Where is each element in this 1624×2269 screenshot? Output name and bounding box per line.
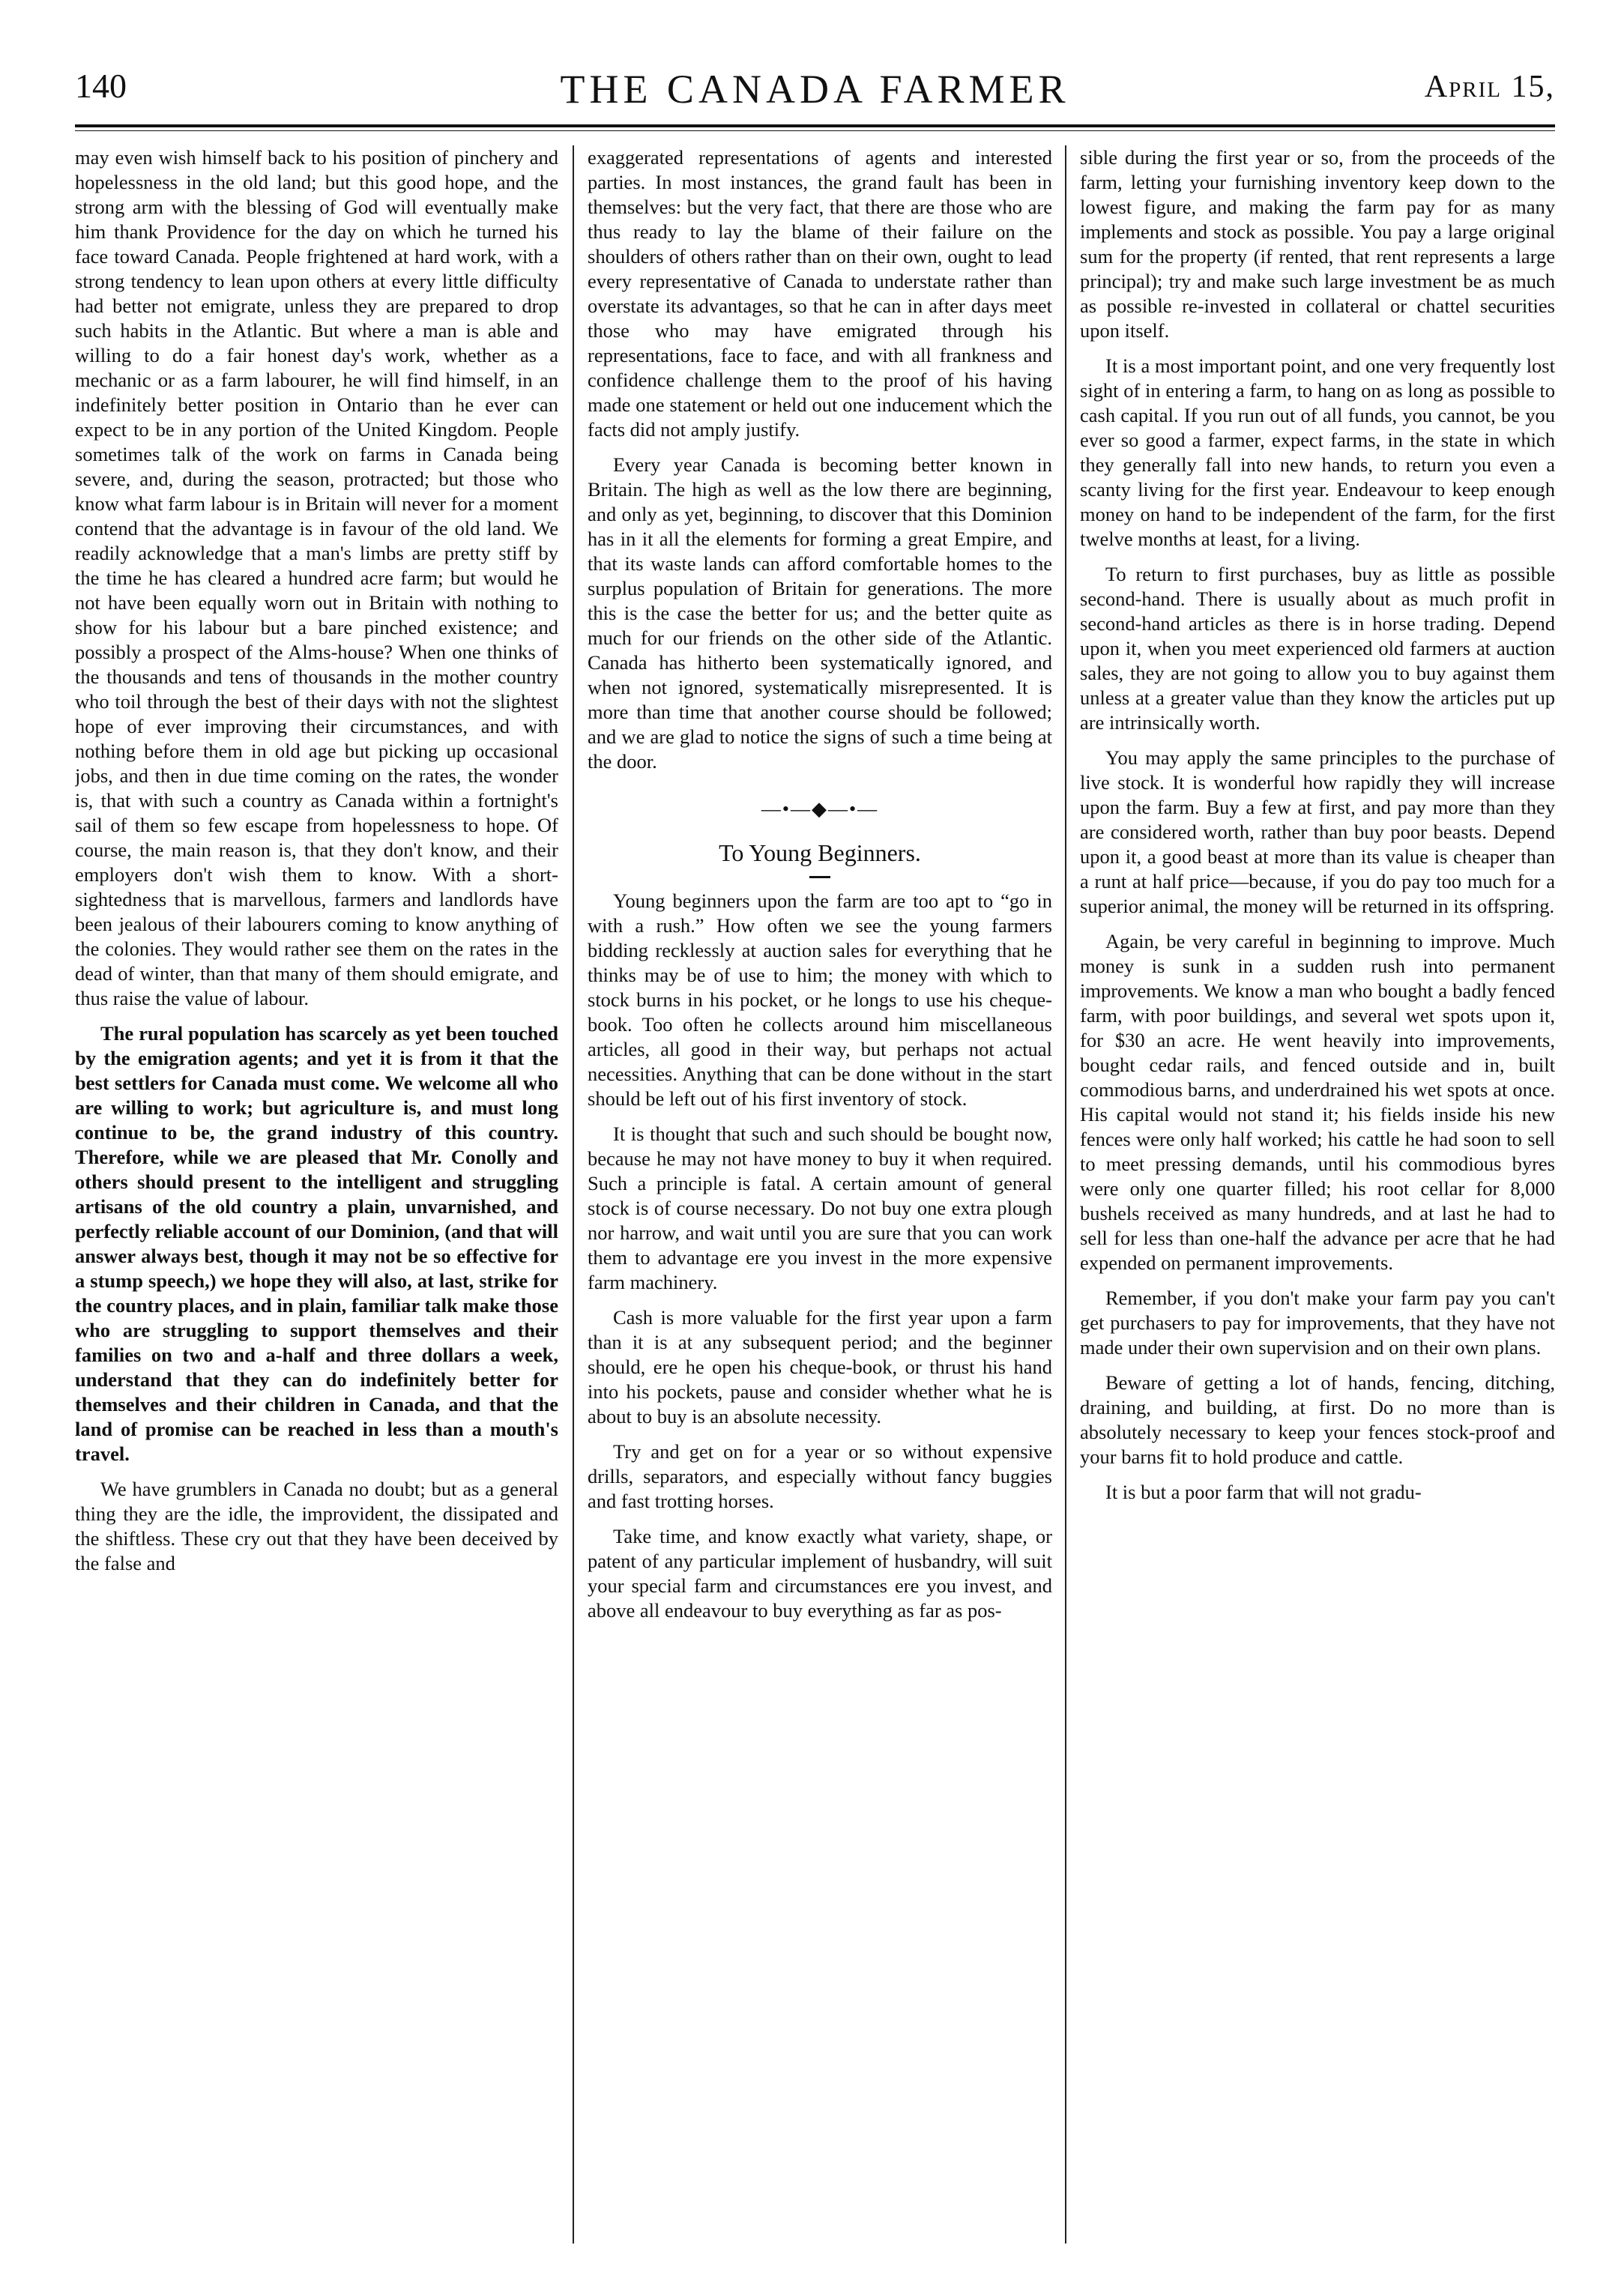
page-number: 140 xyxy=(75,67,127,105)
column-divider-1 xyxy=(573,145,574,2244)
col3-paragraph-1: sible during the first year or so, from the proceeds of the farm, letting your furnishing inventory keep down to the lowest figure, and making the farm pay for as many implements and stock as possible. You pay a large original sum for the property (if rented, that rent represents a large principal); try and make such large investment be as much as possible re-invested in collateral or chattel securities upon itself. xyxy=(1080,146,1555,342)
column-divider-2 xyxy=(1065,145,1066,2244)
col2-paragraph-7: Take time, and know exactly what variety, shape, or patent of any particular implement of husbandry, will suit your special farm and circumstances ere you invest, and above all endeavour to buy everything as far as pos- xyxy=(588,1525,1052,1622)
header-rule-thin xyxy=(75,130,1555,131)
section-separator-ornament: —•—◆—•— xyxy=(761,798,879,820)
issue-date: April 15, xyxy=(1424,70,1555,104)
col3-paragraph-2: It is a most important point, and one very frequently lost sight of in entering a farm, to hang on as long as possible to cash capital. If you run out of all funds, you cannot, be you ever so good a farmer, expect farms, in the state in which they generally fall into new hands, to return you even a scanty living for the first year. Endeavour to keep enough money on hand to be independent of the farm, for the first twelve months at least, for a living. xyxy=(1080,354,1555,550)
col3-paragraph-4: You may apply the same principles to the purchase of live stock. It is wonderful how rapidly they will increase upon the farm. Buy a few at first, and pay more than they are considered worth, rather than buy poor beasts. Depend upon it, a good beast at more than its value is cheaper than a runt at half price—because, if you do pay too much for a superior animal, the money will be returned in its offspring. xyxy=(1080,746,1555,917)
col1-paragraph-3: We have grumblers in Canada no doubt; but as a general thing they are the idle, the improvident, the dissipated and the shiftless. These cry out that they have been deceived by the false and xyxy=(75,1478,558,1574)
col2-paragraph-3: Young beginners upon the farm are too apt to “go in with a rush.” How often we see the young farmers bidding recklessly at auction sales for everything that he thinks may be of use to him; the money with which to stock burns in his pocket, or he longs to use his cheque-book. Too often he collects around him miscellaneous articles, all good in their way, but perhaps not actual necessities. Anything that can be done without in the start should be left out of his first inventory of stock. xyxy=(588,889,1052,1110)
col3-paragraph-3: To return to first purchases, buy as little as possible second-hand. There is usually about as much profit in second-hand articles as there is in horse trading. Depend upon it, when you meet experienced old farmers at auction sales, they are not going to allow you to buy against them unless at a greater value than they know the articles put up are intrinsically worth. xyxy=(1080,563,1555,734)
col2-paragraph-5: Cash is more valuable for the first year upon a farm than it is at any subsequent period; and the beginner should, ere he open his cheque-book, or thrust his hand into his pockets, pause and consider whether what he is about to buy is an absolute necessity. xyxy=(588,1306,1052,1427)
col1-paragraph-2: The rural population has scarcely as yet been touched by the emigration agents; and yet it is from it that the best settlers for Canada must come. We welcome all who are willing to work; but agriculture is, and must long continue to be, the grand industry of this country. Therefore, while we are pleased that Mr. Conolly and others should present to the intelligent and struggling artisans of the old country a plain, unvarnished, and perfectly reliable account of our Dominion, (and that will answer always best, though it may not be so effective for a stump speech,) we hope they will also, at last, strike for the country places, and in plain, familiar talk make those who are struggling to support themselves and their families on two and a-half and three dollars a week, understand that they can do indefinitely better for themselves and their children in Canada, and that the land of promise can be reached in less than a mouth's travel. xyxy=(75,1022,558,1465)
col2-paragraph-4: It is thought that such and such should be bought now, because he may not have money to buy it when required. Such a principle is fatal. A certain amount of general stock is of course necessary. Do not buy one extra plough nor harrow, and wait until you are sure that you can work them to advantage ere you invest in the more expensive farm machinery. xyxy=(588,1123,1052,1293)
header-rule-thick xyxy=(75,124,1555,127)
col3-paragraph-7: Beware of getting a lot of hands, fencing, ditching, draining, and building, at first. Do no more than is absolutely necessary to keep your fences stock-proof and your barns fit to hold produce and cattle. xyxy=(1080,1371,1555,1468)
col2-paragraph-2: Every year Canada is becoming better known in Britain. The high as well as the low there are beginning, and only as yet, beginning, to discover that this Dominion has in it all the elements for forming a great Empire, and that its waste lands can afford comfortable homes to the surplus population of Britain for generations. The more this is the case the better for us; and the better quite as much for our friends on the other side of the Atlantic. Canada has hitherto been systematically ignored, and when not ignored, systematically misrepresented. It is more than time that another course should be followed; and we are glad to notice the signs of such a time being at the door. xyxy=(588,453,1052,773)
column-2 xyxy=(588,145,1052,2244)
col2-paragraph-6: Try and get on for a year or so without expensive drills, separators, and especially without fancy buggies and fast trotting horses. xyxy=(588,1440,1052,1512)
col3-paragraph-5: Again, be very careful in beginning to improve. Much money is sunk in a sudden rush into permanent improvements. We know a man who bought a badly fenced farm, with poor buildings, and several wet spots upon it, for $30 an acre. He went heavily into improvements, bought cedar rails, and fenced outside and in, built commodious barns, and underdrained his wet spots at once. His capital would not stand it; his fields inside his new fences were only half worked; his cattle he had soon to sell to meet pressing demands, until his commodious byres were only one quarter filled; his root cellar for 8,000 bushels received as many hundreds, and at last he had to sell for less than one-half the advance per acre that he had expended on permanent improvements. xyxy=(1080,930,1555,1274)
column-3 xyxy=(1080,145,1555,2244)
page-header xyxy=(75,66,1555,118)
col3-paragraph-6: Remember, if you don't make your farm pay you can't get purchasers to pay for improvements, that they have not made under their own supervision and on their own plans. xyxy=(1080,1287,1555,1359)
column-1 xyxy=(75,145,558,2244)
section-title: To Young Beginners. xyxy=(719,839,921,866)
title-dash xyxy=(809,876,830,878)
masthead-title: THE CANADA FARMER xyxy=(560,67,1070,112)
col3-paragraph-8: It is but a poor farm that will not gradu- xyxy=(1105,1481,1422,1503)
col2-paragraph-1: exaggerated representations of agents and interested parties. In most instances, the grand fault has been in themselves: but the very fact, that there are those who are thus ready to lay the blame of their failure on the shoulders of others rather than on their own, ought to lead every representative of Canada to understate rather than overstate its advantages, so that he can in after days meet those who may have emigrated through his representations, face to face, and with all frankness and confidence challenge them to the proof of his having made one statement or held out one inducement which the facts did not amply justify. xyxy=(588,146,1052,441)
col1-paragraph-1: may even wish himself back to his position of pinchery and hopelessness in the old land; but this good hope, and the strong arm with the blessing of God will eventually make him thank Providence for the day on which he turned his face toward Canada. People frightened at hard work, with a strong tendency to lean upon others at every little difficulty had better not emigrate, unless they are prepared to drop such habits in the Atlantic. But where a man is able and willing to do a fair honest day's work, whether as a mechanic or as a farm labourer, he will find himself, in an indefinitely better position in Ontario than he ever can expect to be in any portion of the United Kingdom. People sometimes talk of the work on farms in Canada being severe, and, during the season, protracted; but those who know what farm labour is in Britain will never for a moment contend that the advantage is in favour of the old land. We readily acknowledge that a man's limbs are pretty stiff by the time he has cleared a hundred acre farm; but would he not have been equally worn out in Britain with nothing to show for his labour but a bare pinched existence; and possibly a prospect of the Alms-house? When one thinks of the thousands and tens of thousands in the mother country who toil through the best of their days with not the slightest hope of ever improving their circumstances, and with nothing before them in old age but picking up occasional jobs, and then in due time coming on the rates, the wonder is, that with such a country as Canada within a fortnight's sail of them so few escape from hopelessness to hope. Of course, the main reason is, that they don't know, and their employers don't wish them to know. With a short-sightedness that is marvellous, farmers and landlords have been jealous of their labourers coming to know anything of the colonies. They would rather see them on the rates in the dead of winter, than that many of them should emigrate, and thus raise the value of labour. xyxy=(75,146,558,1009)
